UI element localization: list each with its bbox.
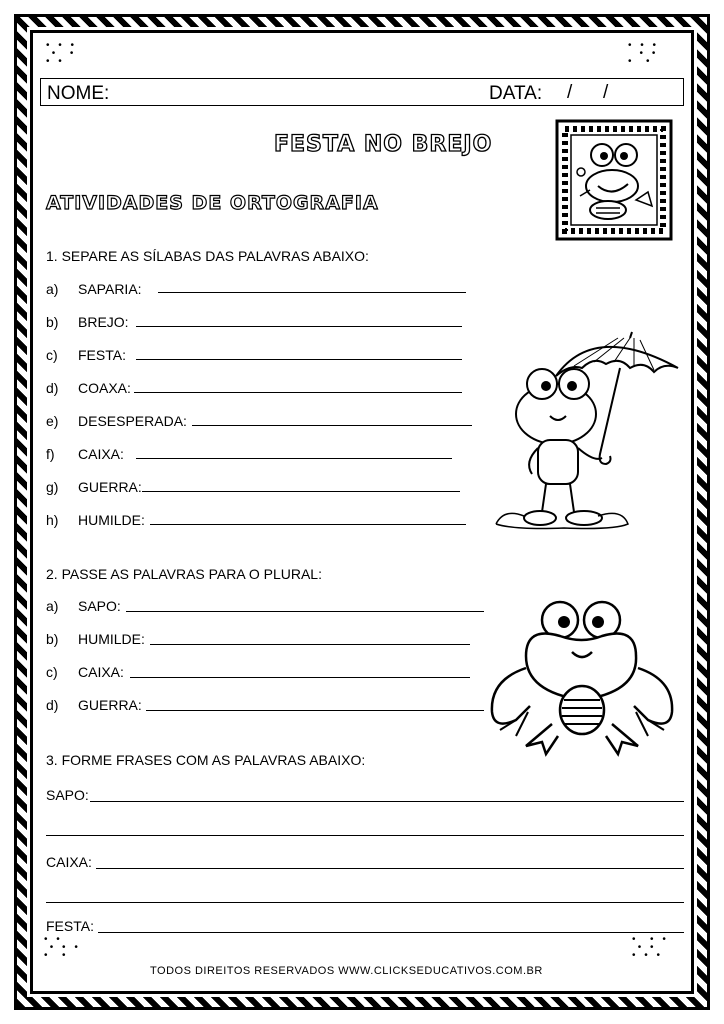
item-word: CAIXA: [46, 854, 92, 870]
date-slash: / [567, 82, 573, 103]
item-word: DESESPERADA: [78, 413, 187, 429]
question-heading: 2. PASSE AS PALAVRAS PARA O PLURAL: [46, 566, 322, 582]
item-letter: e) [46, 413, 59, 429]
item-word: SAPARIA: [78, 281, 142, 297]
answer-line[interactable] [192, 425, 472, 426]
item-word: FESTA: [46, 918, 94, 934]
item-letter: d) [46, 380, 59, 396]
list-item [46, 918, 94, 934]
answer-line[interactable] [126, 611, 484, 612]
name-date-box [40, 78, 684, 106]
frog-umbrella-icon [494, 312, 686, 530]
sitting-frog-icon [486, 596, 678, 756]
item-letter: c) [46, 347, 58, 363]
date-slash: / [603, 82, 609, 103]
item-word: HUMILDE: [78, 631, 145, 647]
answer-line[interactable] [150, 524, 466, 525]
question-heading: 1. SEPARE AS SÍLABAS DAS PALAVRAS ABAIXO: [46, 248, 369, 264]
worksheet [36, 36, 688, 988]
frog-in-frame-icon [556, 120, 672, 240]
answer-line[interactable] [46, 902, 684, 903]
answer-line[interactable] [146, 710, 484, 711]
answer-line[interactable] [96, 868, 684, 869]
answer-line[interactable] [136, 458, 452, 459]
answer-line[interactable] [134, 392, 462, 393]
answer-line[interactable] [98, 932, 684, 933]
item-word: SAPO: [46, 787, 89, 803]
item-letter: a) [46, 281, 59, 297]
item-word: CAIXA: [78, 664, 124, 680]
decor-dots: • • • • • • • [44, 934, 81, 961]
list-item [46, 787, 89, 803]
list-item [46, 854, 92, 870]
answer-line[interactable] [130, 677, 470, 678]
item-letter: h) [46, 512, 59, 528]
answer-line[interactable] [150, 644, 470, 645]
item-letter: d) [46, 697, 59, 713]
item-word: BREJO: [78, 314, 129, 330]
item-word: HUMILDE: [78, 512, 145, 528]
item-letter: f) [46, 446, 55, 462]
name-label: NOME: [47, 83, 110, 104]
item-letter: g) [46, 479, 59, 495]
item-word: FESTA: [78, 347, 126, 363]
item-letter: c) [46, 664, 58, 680]
answer-line[interactable] [142, 491, 460, 492]
decor-dots: • • • • • • • • [632, 934, 669, 961]
answer-line[interactable] [46, 835, 684, 836]
answer-line[interactable] [90, 801, 684, 802]
footer-copyright: TODOS DIREITOS RESERVADOS WWW.CLICKSEDUCATIVOS.COM.BR [150, 965, 543, 977]
answer-line[interactable] [136, 359, 462, 360]
item-word: SAPO: [78, 598, 121, 614]
item-word: CAIXA: [78, 446, 124, 462]
page-title: FESTA NO BREJO [274, 132, 493, 157]
item-word: GUERRA: [78, 479, 142, 495]
decor-dots: • • • • • • • [46, 40, 78, 67]
answer-line[interactable] [136, 326, 462, 327]
page-subtitle: ATIVIDADES DE ORTOGRAFIA [46, 192, 379, 214]
decor-dots: • • • • • • • [628, 40, 660, 67]
item-word: COAXA: [78, 380, 131, 396]
answer-line[interactable] [158, 292, 466, 293]
item-letter: a) [46, 598, 59, 614]
item-letter: b) [46, 631, 59, 647]
item-letter: b) [46, 314, 59, 330]
item-word: GUERRA: [78, 697, 142, 713]
date-label: DATA: [489, 83, 543, 104]
question-heading: 3. FORME FRASES COM AS PALAVRAS ABAIXO: [46, 752, 366, 768]
